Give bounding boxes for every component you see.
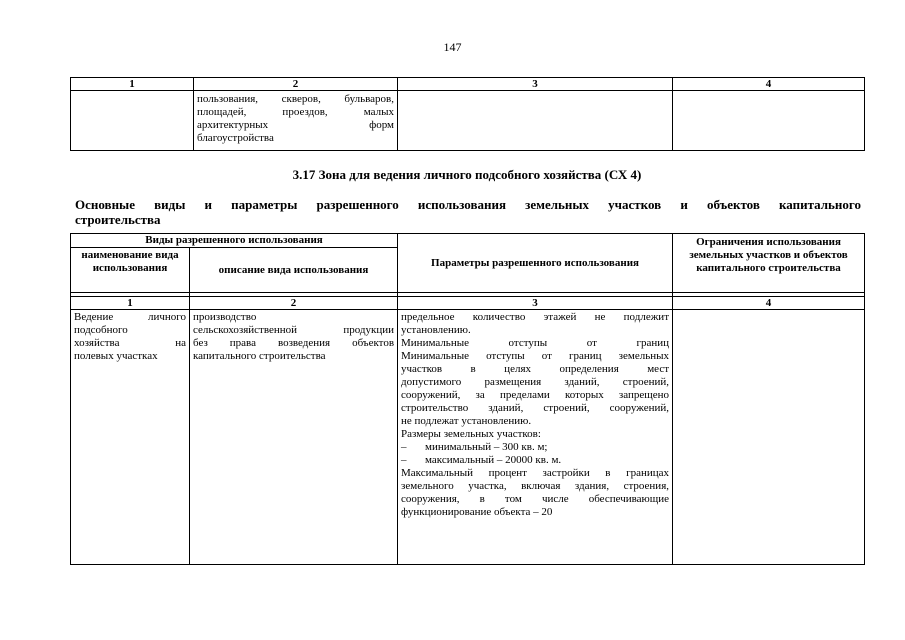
- table-cell-description: [194, 91, 398, 151]
- cell-line: установлению.: [401, 324, 471, 336]
- cell-line: Размеры земельных участков:: [401, 428, 541, 440]
- cell-line: площадей, проездов, малых: [197, 106, 394, 118]
- cell-line: производство: [193, 311, 257, 323]
- cell-line: пользования, скверов, бульваров,: [197, 93, 394, 105]
- list-dash: –: [401, 441, 407, 453]
- subheading-line: Основные виды и параметры разрешенного использования земельных участков и объектов капитального: [75, 197, 861, 212]
- list-dash: –: [401, 454, 407, 466]
- page-number: 147: [443, 40, 462, 54]
- cell-line: участков в целях определения мест: [401, 363, 670, 375]
- land-use-table: [70, 233, 865, 565]
- column-number: 1: [71, 78, 194, 91]
- table-cell: [398, 91, 673, 151]
- cell-line: благоустройства: [197, 132, 274, 144]
- cell-line: земельного участка, включая здания, строения,: [401, 480, 670, 492]
- cell-line: капитального строительства: [193, 350, 326, 362]
- cell-line: архитектурных форм: [197, 119, 394, 131]
- header-row: [71, 234, 865, 248]
- column-number: 4: [673, 78, 865, 91]
- size-item-text: максимальный – 20000 кв. м.: [425, 454, 562, 466]
- size-list-item: [401, 454, 669, 467]
- header-restrictions: Ограничения использования земельных участков и объектов капитального строительства: [673, 234, 865, 293]
- cell-line: Максимальный процент застройки в границах: [401, 467, 670, 479]
- column-number-row: [71, 78, 865, 91]
- header-use-types: Виды разрешенного использования: [71, 234, 398, 248]
- section-title: 3.17 Зона для ведения личного подсобного хозяйства (СХ 4): [292, 167, 642, 182]
- table-row: [71, 91, 865, 151]
- cell-line: не подлежат установлению.: [401, 415, 532, 427]
- header-description: описание вида использования: [190, 248, 398, 293]
- use-name-cell: [71, 310, 190, 565]
- column-number: 2: [194, 78, 398, 91]
- column-number-row: [71, 297, 865, 310]
- cell-line: полевых участках: [74, 350, 158, 362]
- use-description-cell: [190, 310, 398, 565]
- column-number: 3: [398, 297, 673, 310]
- table-cell: [71, 91, 194, 151]
- cell-line: подсобного: [74, 324, 128, 336]
- continued-table: [70, 77, 865, 151]
- cell-line: Минимальные отступы от границ: [401, 337, 670, 349]
- header-parameters: Параметры разрешенного использования: [398, 234, 673, 293]
- cell-line: сельскохозяйственной продукции: [193, 324, 395, 336]
- cell-line: предельное количество этажей не подлежит: [401, 311, 670, 323]
- table-cell: [673, 91, 865, 151]
- cell-line: хозяйства на: [74, 337, 186, 349]
- cell-line: сооружения, в том числе обеспечивающие: [401, 493, 670, 505]
- header-name: наименование вида использования: [71, 248, 190, 293]
- cell-line: строительство зданий, строений, сооружений,: [401, 402, 670, 414]
- cell-line: допустимого размещения зданий, строений,: [401, 376, 670, 388]
- column-number: 4: [673, 297, 865, 310]
- cell-line: сооружений, за пределами которых запрещено: [401, 389, 670, 401]
- restrictions-cell: [673, 310, 865, 565]
- column-number: 2: [190, 297, 398, 310]
- column-number: 1: [71, 297, 190, 310]
- size-list-item: [401, 441, 669, 454]
- table-row: [71, 310, 865, 565]
- cell-line: Ведение личного: [74, 311, 186, 323]
- cell-line: без права возведения объектов: [193, 337, 395, 349]
- size-item-text: минимальный – 300 кв. м;: [425, 441, 548, 453]
- column-number: 3: [398, 78, 673, 91]
- parameters-cell: [398, 310, 673, 565]
- section-subheading: [75, 197, 861, 227]
- subheading-line: строительства: [75, 212, 161, 227]
- cell-line: Минимальные отступы от границ земельных: [401, 350, 670, 362]
- cell-line: функционирование объекта – 20: [401, 506, 553, 518]
